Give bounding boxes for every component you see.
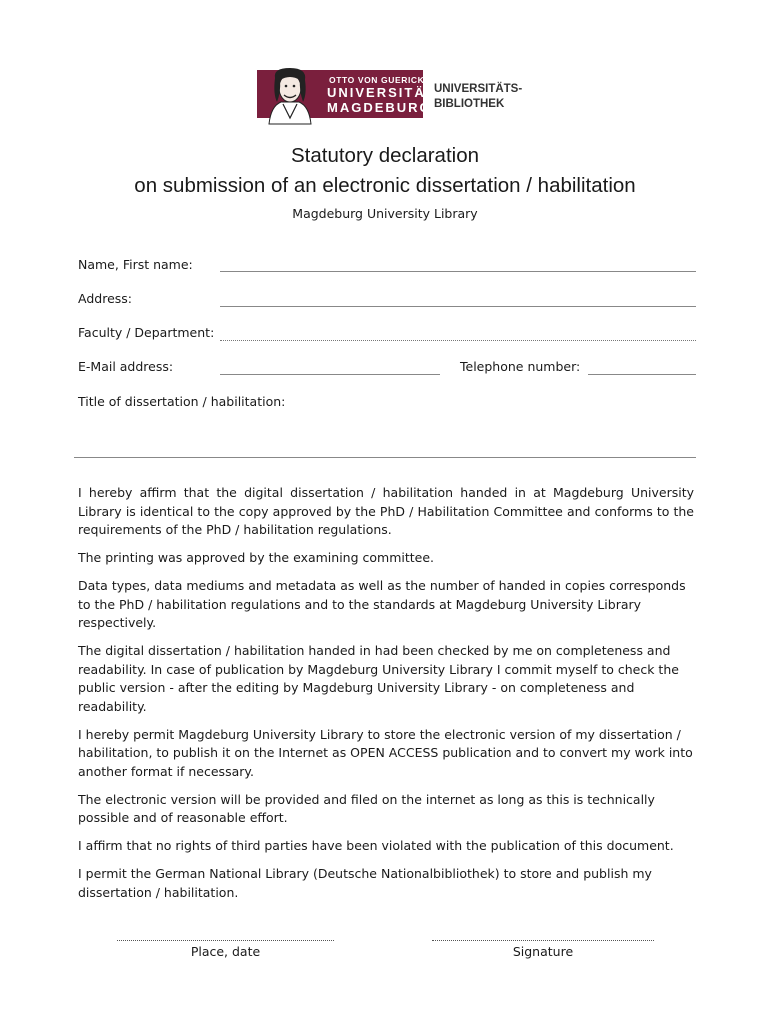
place-date-line[interactable] (117, 940, 334, 941)
name-field-line[interactable] (220, 271, 696, 272)
title-field-line[interactable] (74, 457, 696, 458)
paragraph: I hereby permit Magdeburg University Library to store the electronic version of my dissertation / habilitation, to publish it on the Internet as OPEN ACCESS publication and to convert my work into another format if necessary. (78, 726, 693, 779)
logo-magdeburg-text: MAGDEBURG (327, 100, 432, 115)
name-label: Name, First name: (78, 257, 193, 272)
paragraph: The digital dissertation / habilitation handed in had been checked by me on completeness and readability. In case of publication by Magdeburg University Library I commit myself to check the public version - after the editing by Magdeburg University Library - on completeness and readability. (78, 643, 679, 714)
faculty-field-line[interactable] (220, 340, 696, 341)
paragraph: I permit the German National Library (Deutsche Nationalbibliothek) to store and publish my dissertation / habilitation. (78, 866, 652, 900)
signature-label: Signature (512, 944, 574, 959)
logo-library-text-1: UNIVERSITÄTS- (434, 83, 523, 95)
document-subtitle: Magdeburg University Library (292, 206, 478, 221)
paragraph: The electronic version will be provided and filed on the internet as long as this is technically possible and of reasonable effort. (78, 791, 655, 825)
telephone-field-line[interactable] (588, 374, 696, 375)
guericke-portrait-icon (261, 66, 319, 126)
logo-library-text-2: BIBLIOTHEK (434, 98, 505, 110)
paragraph: The printing was approved by the examining committee. (78, 550, 434, 565)
signature-line[interactable] (432, 940, 654, 941)
address-field-line[interactable] (220, 306, 696, 307)
logo-universitaet-text: UNIVERSITÄT (327, 85, 436, 100)
place-date-label: Place, date (190, 944, 261, 959)
address-label: Address: (78, 291, 132, 306)
paragraph: I affirm that no rights of third parties have been violated with the publication of this document. (78, 838, 674, 853)
paragraph: Data types, data mediums and metadata as well as the number of handed in copies corresponds to the PhD / habilitation regulations and to the standards at Magdeburg University Library respectively. (78, 578, 686, 630)
email-field-line[interactable] (220, 374, 440, 375)
title-label: Title of dissertation / habilitation: (78, 394, 286, 409)
email-label: E-Mail address: (78, 359, 174, 374)
document-title: Statutory declaration (290, 144, 480, 167)
paragraph: I hereby affirm that the digital dissertation / habilitation handed in at Magdeburg University Library is identical to the copy approved by the PhD / Habilitation Committee and conforms to the requirements of the PhD / habilitation regulations. (78, 485, 694, 537)
logo-otto-text: OTTO VON GUERICKE (329, 75, 431, 85)
university-logo (257, 70, 522, 134)
faculty-label: Faculty / Department: (78, 325, 215, 340)
document-title-line-2: on submission of an electronic dissertation / habilitation (134, 174, 636, 197)
telephone-label: Telephone number: (460, 359, 581, 374)
declaration-text (78, 484, 694, 912)
